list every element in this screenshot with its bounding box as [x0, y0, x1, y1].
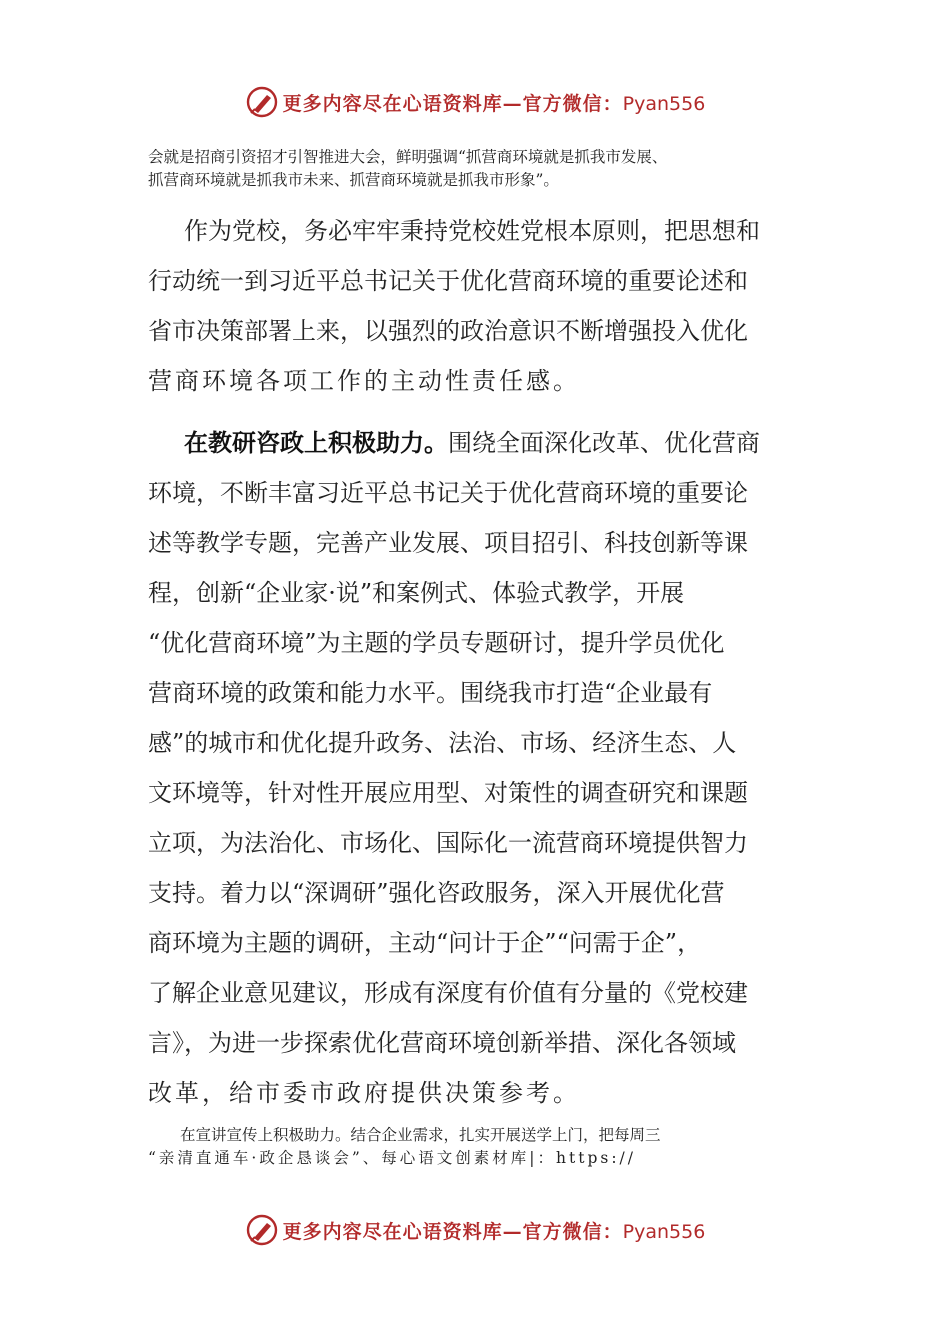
watermark-account: Pyan556 — [622, 92, 706, 115]
para2-line-3: 述等教学专题，完善产业发展、项目招引、科技创新等课 — [148, 529, 748, 557]
watermark-text: 更多内容尽在心语资料库—官方微信：Pyan556 — [282, 92, 706, 115]
pen-nib-icon — [245, 1213, 279, 1247]
para2-line-9: 立项，为法治化、市场化、国际化一流营商环境提供智力 — [148, 829, 748, 857]
para2-line-12: 了解企业意见建议，形成有深度有价值有分量的《党校建 — [148, 979, 748, 1007]
para2-line-10: 支持。着力以“深调研”强化咨政服务，深入开展优化营 — [148, 879, 725, 907]
para2-line-1 — [184, 418, 802, 468]
top-small-line-1: 会就是招商引资招才引智推进大会，鲜明强调“抓营商环境就是抓我市发展、 — [148, 148, 668, 166]
watermark-account: Pyan556 — [622, 1220, 706, 1243]
top-small-line-2: 抓营商环境就是抓我市未来、抓营商环境就是抓我市形象”。 — [148, 171, 559, 189]
para1-line-1: 作为党校，务必牢牢秉持党校姓党根本原则，把思想和 — [184, 217, 760, 245]
pen-nib-icon — [245, 85, 279, 119]
bottom-small-text — [148, 1124, 808, 1170]
para2-line-14: 改革，给市委市政府提供决策参考。 — [148, 1079, 580, 1107]
para2-bold-heading: 在教研咨政上积极助力。 — [184, 429, 448, 457]
para2-line-13: 言》，为进一步探索优化营商环境创新举措、深化各领域 — [148, 1029, 736, 1057]
para1-line-2: 行动统一到习近平总书记关于优化营商环境的重要论述和 — [148, 267, 748, 295]
top-small-text — [148, 146, 808, 192]
bottom-small-line-1: 在宣讲宣传上积极助力。结合企业需求，扎实开展送学上门，把每周三 — [180, 1126, 661, 1144]
para2-line-4: 程，创新“企业家·说”和案例式、体验式教学，开展 — [148, 579, 685, 607]
para1-line-3: 省市决策部署上来，以强烈的政治意识不断增强投入优化 — [148, 317, 748, 345]
para2-line-2: 环境，不断丰富习近平总书记关于优化营商环境的重要论 — [148, 479, 748, 507]
para2-line-7: 感”的城市和优化提升政务、法治、市场、经济生态、人 — [148, 729, 737, 757]
header-watermark — [0, 82, 950, 122]
bottom-small-line-2: “亲清直通车·政企恳谈会”、每心语文创素材库|：https:// — [148, 1149, 636, 1167]
para2-line-8: 文环境等，针对性开展应用型、对策性的调查研究和课题 — [148, 779, 748, 807]
para2-line-5: “优化营商环境”为主题的学员专题研讨，提升学员优化 — [148, 629, 725, 657]
para1-line-4: 营商环境各项工作的主动性责任感。 — [148, 367, 580, 395]
watermark-text: 更多内容尽在心语资料库—官方微信：Pyan556 — [282, 1220, 706, 1243]
para2-line-11: 商环境为主题的调研，主动“问计于企”“问需于企”， — [148, 929, 702, 957]
footer-watermark — [0, 1210, 950, 1250]
para2-line-1-rest: 围绕全面深化改革、优化营商 — [448, 429, 760, 457]
para2-line-6: 营商环境的政策和能力水平。围绕我市打造“企业最有 — [148, 679, 713, 707]
